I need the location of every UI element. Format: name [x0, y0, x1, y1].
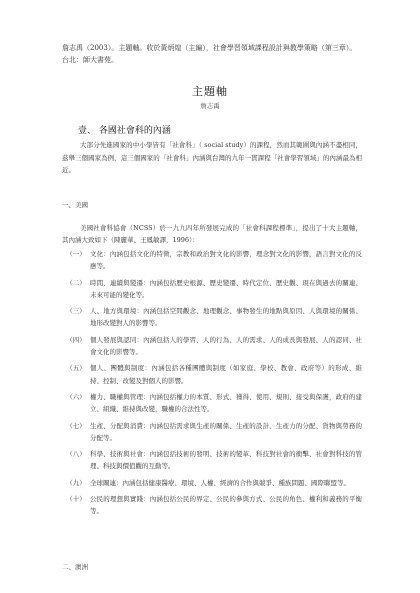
usa-intro-paragraph: 美國社會科協會（NCSS）於一九九四年所發展完成的「社會科課程標準」，提出了十大主題軸，其內涵大致如下（陳麗華、王鳳敏譯，1996）：	[62, 224, 362, 244]
list-item	[62, 305, 362, 329]
item-text: 生產、分配與消費：內涵包括需求與生產的關係、生產的設計、生產力的分配、貨物與勞務的分配等。	[90, 421, 362, 442]
item-text: 人、地方與環境：內涵包括空間觀念、地理觀念、事物發生的地點與原因、人與環境的關係、地形改變對人的影響等。	[90, 307, 362, 328]
item-number: （七）	[66, 421, 86, 430]
item-number: （一）	[66, 250, 86, 258]
list-item	[62, 277, 362, 301]
item-text: 文化：內涵包括文化的特徵，宗教和政治對文化的影響，理念對文化的影響，語言對文化的反應等。	[90, 250, 362, 271]
section-heading: 壹、 各國社會科的內涵	[78, 126, 171, 136]
item-text: 公民的理想與實踐：內涵包括公民的界定、公民的參與方式、公民的角色、權利和義務的平衡等。	[90, 495, 362, 516]
item-text: 個人、團體與制度：內涵包括各種團體與制度（如家庭、學校、教會、政府等）的形成、維持、控制、改變及對個人的影響。	[90, 364, 362, 385]
list-item	[62, 420, 362, 444]
item-number: （六）	[66, 392, 86, 401]
item-number: （四）	[66, 335, 86, 344]
item-text: 時間、連續與變遷：內涵包括歷史根源、歷史變遷、時代定位、歷史觀、現在與過去的關連、未來可能的變化等。	[90, 278, 362, 299]
list-item	[62, 248, 362, 272]
citation: 詹志禹（2003）。主題軸。收於黃炳煌（主編），社會學習領域課程設計與教學策略（第三章）。台北：師大書苑。	[62, 44, 357, 64]
item-number: （二）	[66, 278, 86, 287]
theme-list	[62, 248, 362, 522]
list-item	[62, 362, 362, 386]
list-item	[62, 493, 362, 517]
list-item	[62, 391, 362, 415]
subheading-australia: 二、澳洲	[62, 563, 88, 571]
intro-paragraph: 大部分先進國家的中小學皆有「社會科」（ social study）的課程，然而其範圍與內涵不盡相同，茲舉三個國家為例，這三個國家的「社會科」內涵與台灣的九年一貫課程「社會學習領域」的內涵最為相近。	[62, 141, 362, 174]
item-text: 個人發展與認同：內涵包括人的學習、人的行為、人的需求、人的成長與發展、人的認同、社會文化的影響等。	[90, 335, 362, 356]
author: 詹志禹	[200, 102, 220, 110]
list-item	[62, 334, 362, 358]
item-number: （十）	[66, 495, 86, 504]
item-number: （五）	[66, 364, 86, 373]
item-number: （三）	[66, 307, 86, 316]
list-item	[62, 448, 362, 472]
page-title: 主題軸	[192, 85, 228, 98]
item-text: 權力、職權與管理：內涵包括權力的本質、形式、獲得、使用、規則、接受與保護，政府的建立、組織、維持與改變，職權的合法性等。	[90, 392, 362, 414]
subheading-usa: 一、美國	[62, 201, 88, 209]
item-text: 科學、技術與社會：內涵包括技術的發明、技術的變革、科技對社會的衝擊、社會對科技的管理、科技與價值觀的互動等。	[90, 450, 362, 471]
item-number: （八）	[66, 450, 86, 459]
item-text: 全球關連：內涵包括健康醫療、環境、人權、經濟的合作與競爭、種族問題、國際聯盟等。	[90, 478, 350, 487]
item-number: （九）	[66, 478, 86, 487]
list-item	[62, 477, 362, 489]
